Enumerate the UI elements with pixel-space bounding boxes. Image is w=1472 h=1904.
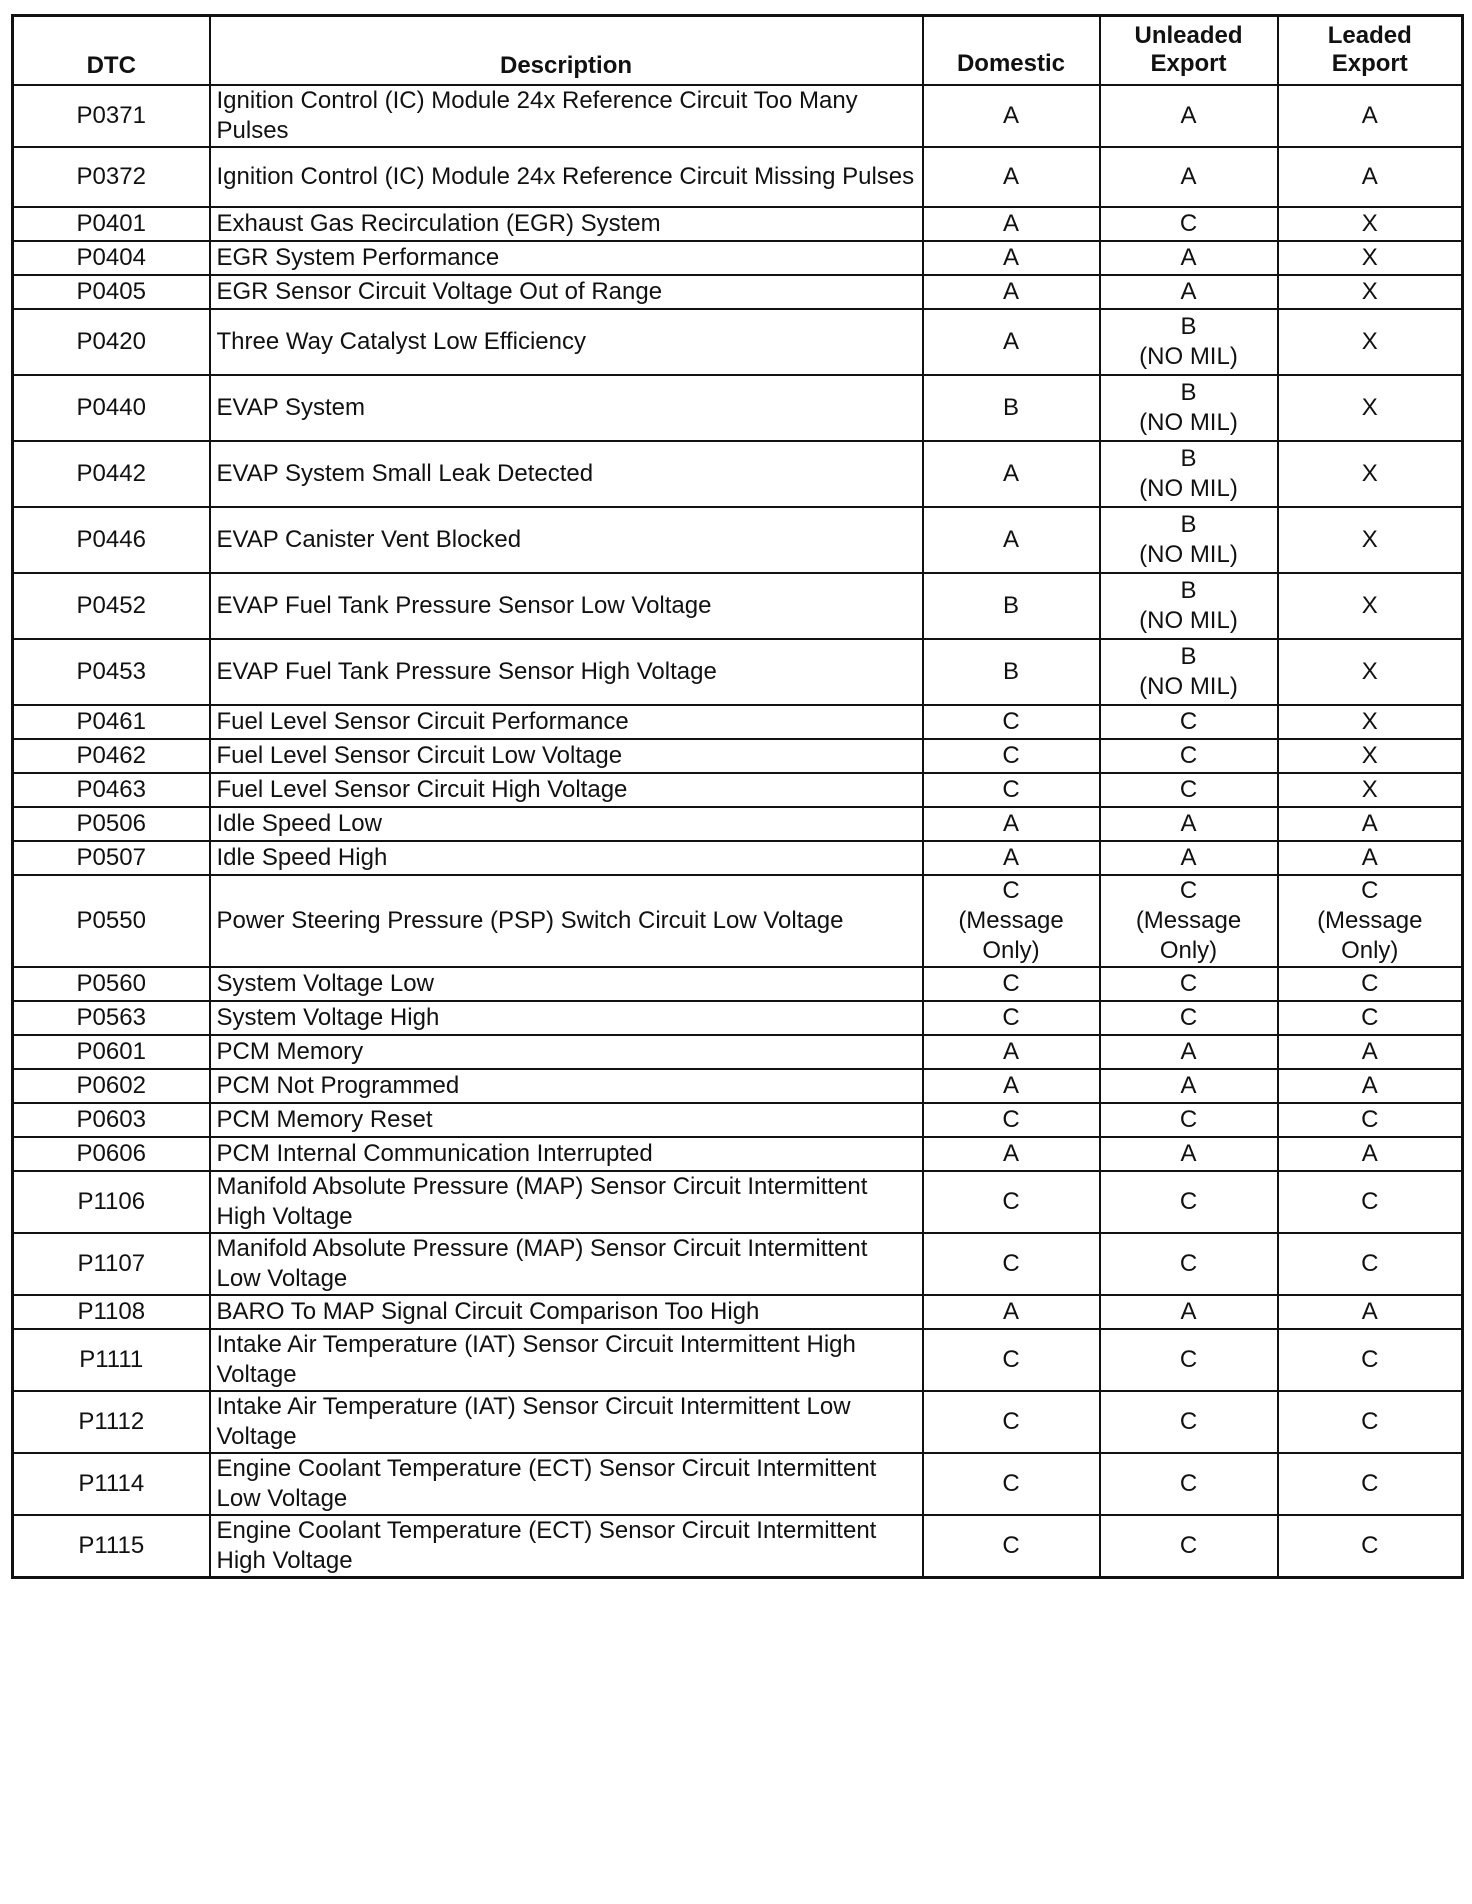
table-row [13,739,1463,773]
table-row [13,967,1463,1001]
cell-unleaded [1100,841,1278,875]
cell-leaded [1278,275,1463,309]
cell-unleaded [1100,1295,1278,1329]
cell-leaded [1278,507,1463,573]
cell-unleaded [1100,639,1278,705]
cell-domestic [923,573,1100,639]
cell-unleaded-line: C [1179,969,1198,997]
cell-leaded [1278,1391,1463,1453]
cell-unleaded-line: C [1179,775,1198,803]
cell-unleaded [1100,967,1278,1001]
cell-domestic [923,207,1100,241]
cell-domestic-line: B [1002,657,1019,685]
cell-leaded-line: C [1361,1407,1379,1435]
cell-domestic-line: A [1002,1071,1019,1099]
cell-domestic-line: A [1002,459,1019,487]
cell-unleaded [1100,309,1278,375]
cell-leaded [1278,1515,1463,1578]
cell-dtc: P0606 [13,1137,210,1171]
table-row [13,1453,1463,1515]
cell-description: Intake Air Temperature (IAT) Sensor Circuit Intermittent High Voltage [210,1329,923,1391]
cell-domestic-line: A [1002,209,1019,237]
cell-domestic [923,85,1100,147]
cell-dtc: P0372 [13,147,210,207]
cell-dtc: P0507 [13,841,210,875]
cell-leaded [1278,1103,1463,1137]
cell-domestic [923,841,1100,875]
cell-domestic [923,967,1100,1001]
cell-domestic [923,1453,1100,1515]
cell-unleaded [1100,773,1278,807]
cell-leaded [1278,375,1463,441]
cell-unleaded-line: A [1180,101,1197,129]
cell-domestic [923,1391,1100,1453]
cell-unleaded [1100,705,1278,739]
cell-leaded-line: X [1361,327,1378,355]
cell-description: PCM Memory Reset [210,1103,923,1137]
cell-leaded-line: C [1361,1531,1379,1559]
cell-dtc: P0452 [13,573,210,639]
cell-domestic-line: B [1002,393,1019,421]
cell-domestic [923,1137,1100,1171]
cell-unleaded [1100,739,1278,773]
cell-domestic [923,507,1100,573]
cell-unleaded-line: (NO MIL) [1139,408,1238,436]
cell-leaded-line: C [1361,1003,1379,1031]
cell-leaded-line: A [1361,1071,1378,1099]
cell-unleaded [1100,1453,1278,1515]
cell-dtc: P0506 [13,807,210,841]
cell-leaded-line: Only) [1341,936,1399,964]
cell-domestic [923,639,1100,705]
cell-leaded-line: X [1361,775,1378,803]
cell-domestic-line: (Message [958,906,1064,934]
table-row [13,1515,1463,1578]
table-row [13,773,1463,807]
cell-dtc: P1115 [13,1515,210,1578]
cell-unleaded-line: A [1180,1037,1197,1065]
table-row [13,207,1463,241]
cell-leaded [1278,1001,1463,1035]
cell-unleaded-line: B [1180,576,1197,604]
cell-leaded [1278,705,1463,739]
cell-description: PCM Memory [210,1035,923,1069]
cell-unleaded-line: C [1179,1187,1198,1215]
cell-unleaded-line: A [1180,243,1197,271]
cell-domestic [923,705,1100,739]
cell-leaded-line: A [1361,1139,1378,1167]
cell-leaded-line: A [1361,162,1378,190]
cell-dtc: P0602 [13,1069,210,1103]
cell-dtc: P0462 [13,739,210,773]
cell-unleaded [1100,1001,1278,1035]
cell-unleaded [1100,1391,1278,1453]
cell-domestic [923,1515,1100,1578]
cell-unleaded [1100,875,1278,967]
cell-domestic [923,773,1100,807]
cell-domestic-line: C [1002,969,1020,997]
cell-leaded [1278,1453,1463,1515]
cell-unleaded [1100,1233,1278,1295]
cell-unleaded-line: A [1180,843,1197,871]
table-row [13,1295,1463,1329]
table-row [13,85,1463,147]
cell-dtc: P0442 [13,441,210,507]
cell-leaded-line: (Message [1317,906,1423,934]
cell-leaded-line: X [1361,277,1378,305]
table-row [13,1137,1463,1171]
cell-leaded-line: X [1361,393,1378,421]
cell-domestic-line: C [1002,1531,1020,1559]
cell-description: EVAP Canister Vent Blocked [210,507,923,573]
cell-description: Exhaust Gas Recirculation (EGR) System [210,207,923,241]
cell-dtc: P0446 [13,507,210,573]
cell-domestic-line: A [1002,809,1019,837]
cell-leaded-line: A [1361,809,1378,837]
cell-unleaded [1100,1515,1278,1578]
table-row [13,1069,1463,1103]
cell-unleaded-line: (NO MIL) [1139,540,1238,568]
cell-unleaded-line: C [1179,1003,1198,1031]
cell-leaded-line: C [1361,1345,1379,1373]
cell-description: Manifold Absolute Pressure (MAP) Sensor Circuit Intermittent High Voltage [210,1171,923,1233]
cell-domestic-line: C [1002,876,1020,904]
cell-leaded [1278,739,1463,773]
cell-domestic-line: A [1002,1297,1019,1325]
cell-domestic-line: C [1002,775,1020,803]
cell-dtc: P0461 [13,705,210,739]
cell-dtc: P0563 [13,1001,210,1035]
cell-description: Intake Air Temperature (IAT) Sensor Circuit Intermittent Low Voltage [210,1391,923,1453]
cell-leaded [1278,1035,1463,1069]
cell-unleaded-line: A [1180,809,1197,837]
header-dtc: DTC [13,16,210,85]
cell-domestic-line: A [1002,1037,1019,1065]
cell-domestic [923,309,1100,375]
cell-domestic [923,739,1100,773]
cell-unleaded-line: C [1179,707,1198,735]
cell-leaded-line: C [1361,1105,1379,1133]
cell-unleaded [1100,275,1278,309]
cell-domestic [923,147,1100,207]
header-unleaded-export [1100,16,1278,85]
table-row [13,875,1463,967]
cell-unleaded-line: C [1179,876,1198,904]
cell-leaded-line: C [1361,876,1379,904]
cell-leaded-line: C [1361,1249,1379,1277]
cell-domestic [923,1295,1100,1329]
table-row [13,1329,1463,1391]
cell-unleaded [1100,1137,1278,1171]
cell-leaded-line: A [1361,843,1378,871]
header-unleaded-line-1: Unleaded [1134,22,1243,50]
cell-leaded-line: X [1361,741,1378,769]
header-leaded-line-2: Export [1331,50,1408,78]
cell-unleaded-line: A [1180,1139,1197,1167]
cell-leaded [1278,1171,1463,1233]
table-row [13,309,1463,375]
cell-dtc: P0601 [13,1035,210,1069]
cell-leaded-line: C [1361,1469,1379,1497]
cell-unleaded [1100,207,1278,241]
cell-domestic [923,441,1100,507]
cell-description: EVAP System Small Leak Detected [210,441,923,507]
cell-unleaded [1100,1171,1278,1233]
table-row [13,639,1463,705]
cell-leaded [1278,573,1463,639]
cell-dtc: P0440 [13,375,210,441]
cell-domestic-line: A [1002,843,1019,871]
cell-unleaded-line: A [1180,1071,1197,1099]
cell-unleaded-line: (Message [1135,906,1242,934]
cell-description: Fuel Level Sensor Circuit High Voltage [210,773,923,807]
cell-leaded [1278,1329,1463,1391]
table-row [13,1391,1463,1453]
cell-unleaded [1100,1329,1278,1391]
cell-domestic-line: A [1002,327,1019,355]
cell-unleaded-line: (NO MIL) [1139,342,1238,370]
cell-unleaded-line: C [1179,1345,1198,1373]
cell-description: Three Way Catalyst Low Efficiency [210,309,923,375]
cell-dtc: P1112 [13,1391,210,1453]
table-row [13,1001,1463,1035]
cell-domestic-line: B [1002,591,1019,619]
cell-domestic-line: A [1002,277,1019,305]
cell-leaded [1278,639,1463,705]
cell-unleaded-line: B [1180,642,1197,670]
cell-domestic-line: C [1002,1003,1020,1031]
cell-unleaded-line: C [1179,1105,1198,1133]
cell-dtc: P0371 [13,85,210,147]
cell-dtc: P0404 [13,241,210,275]
cell-domestic-line: A [1002,1139,1019,1167]
cell-dtc: P0463 [13,773,210,807]
cell-domestic-line: C [1002,1345,1020,1373]
cell-unleaded-line: (NO MIL) [1139,672,1238,700]
cell-unleaded-line: A [1180,1297,1197,1325]
cell-description: Idle Speed High [210,841,923,875]
cell-domestic [923,241,1100,275]
cell-unleaded-line: B [1180,312,1197,340]
cell-domestic-line: A [1002,162,1019,190]
cell-leaded-line: X [1361,591,1378,619]
cell-description: EGR Sensor Circuit Voltage Out of Range [210,275,923,309]
cell-description: Idle Speed Low [210,807,923,841]
cell-domestic [923,875,1100,967]
cell-dtc: P0603 [13,1103,210,1137]
cell-dtc: P0550 [13,875,210,967]
cell-leaded-line: A [1361,1037,1378,1065]
cell-domestic [923,807,1100,841]
cell-domestic-line: C [1002,1249,1020,1277]
cell-unleaded-line: Only) [1159,936,1218,964]
table-row [13,1233,1463,1295]
cell-dtc: P1106 [13,1171,210,1233]
cell-domestic-line: C [1002,707,1020,735]
table-row [13,275,1463,309]
header-unleaded-line-2: Export [1150,50,1227,78]
cell-leaded [1278,1295,1463,1329]
cell-leaded [1278,85,1463,147]
cell-unleaded-line: C [1179,209,1198,237]
cell-unleaded [1100,241,1278,275]
cell-leaded-line: X [1361,657,1378,685]
cell-description: PCM Not Programmed [210,1069,923,1103]
cell-description: System Voltage High [210,1001,923,1035]
cell-unleaded-line: B [1180,444,1197,472]
table-body [13,85,1463,1578]
cell-unleaded-line: (NO MIL) [1139,474,1238,502]
cell-unleaded-line: (NO MIL) [1139,606,1238,634]
cell-description: PCM Internal Communication Interrupted [210,1137,923,1171]
cell-domestic [923,375,1100,441]
cell-leaded-line: X [1361,209,1378,237]
header-leaded-export [1278,16,1463,85]
table-row [13,441,1463,507]
cell-domestic-line: C [1002,1407,1020,1435]
table-row [13,573,1463,639]
cell-leaded [1278,147,1463,207]
cell-dtc: P1108 [13,1295,210,1329]
table-row [13,705,1463,739]
cell-unleaded-line: B [1180,378,1197,406]
cell-description: EGR System Performance [210,241,923,275]
cell-leaded-line: A [1361,101,1378,129]
cell-domestic [923,1035,1100,1069]
cell-description: Ignition Control (IC) Module 24x Reference Circuit Missing Pulses [210,147,923,207]
cell-unleaded [1100,375,1278,441]
cell-leaded [1278,841,1463,875]
cell-leaded-line: C [1361,969,1379,997]
cell-unleaded [1100,1069,1278,1103]
cell-leaded [1278,1069,1463,1103]
cell-description: Fuel Level Sensor Circuit Low Voltage [210,739,923,773]
cell-leaded-line: X [1361,459,1378,487]
cell-domestic-line: Only) [982,936,1040,964]
cell-description: EVAP Fuel Tank Pressure Sensor High Voltage [210,639,923,705]
cell-dtc: P0420 [13,309,210,375]
cell-unleaded-line: C [1179,1531,1198,1559]
table-row [13,241,1463,275]
cell-unleaded [1100,807,1278,841]
cell-dtc: P0401 [13,207,210,241]
cell-domestic-line: A [1002,101,1019,129]
cell-unleaded-line: C [1179,1469,1198,1497]
table-row [13,1103,1463,1137]
header-leaded-line-1: Leaded [1327,22,1412,50]
cell-description: Ignition Control (IC) Module 24x Reference Circuit Too Many Pulses [210,85,923,147]
table-row [13,375,1463,441]
header-domestic: Domestic [923,16,1100,85]
cell-description: BARO To MAP Signal Circuit Comparison Too High [210,1295,923,1329]
cell-description: Fuel Level Sensor Circuit Performance [210,705,923,739]
cell-domestic-line: A [1002,525,1019,553]
cell-unleaded [1100,441,1278,507]
cell-description: EVAP Fuel Tank Pressure Sensor Low Voltage [210,573,923,639]
header-row [13,16,1463,85]
cell-leaded-line: X [1361,707,1378,735]
cell-leaded [1278,241,1463,275]
cell-domestic-line: C [1002,1187,1020,1215]
table-row [13,507,1463,573]
cell-leaded-line: X [1361,243,1378,271]
cell-unleaded [1100,507,1278,573]
cell-leaded-line: A [1361,1297,1378,1325]
cell-domestic-line: C [1002,1469,1020,1497]
table-row [13,841,1463,875]
table-row [13,807,1463,841]
cell-description: EVAP System [210,375,923,441]
cell-unleaded-line: C [1179,1249,1198,1277]
cell-unleaded-line: C [1179,741,1198,769]
table-row [13,147,1463,207]
cell-leaded [1278,807,1463,841]
cell-domestic [923,1069,1100,1103]
cell-unleaded-line: B [1180,510,1197,538]
cell-dtc: P0405 [13,275,210,309]
cell-unleaded [1100,1103,1278,1137]
cell-description: Power Steering Pressure (PSP) Switch Circuit Low Voltage [210,875,923,967]
cell-description: Manifold Absolute Pressure (MAP) Sensor Circuit Intermittent Low Voltage [210,1233,923,1295]
table-row [13,1035,1463,1069]
cell-unleaded [1100,573,1278,639]
cell-domestic [923,1001,1100,1035]
cell-dtc: P1107 [13,1233,210,1295]
cell-leaded [1278,441,1463,507]
cell-leaded [1278,1137,1463,1171]
cell-leaded [1278,1233,1463,1295]
cell-unleaded-line: A [1180,277,1197,305]
cell-unleaded [1100,1035,1278,1069]
cell-dtc: P1111 [13,1329,210,1391]
cell-dtc: P1114 [13,1453,210,1515]
cell-description: System Voltage Low [210,967,923,1001]
cell-unleaded-line: C [1179,1407,1198,1435]
cell-dtc: P0453 [13,639,210,705]
header-description: Description [210,16,923,85]
cell-dtc: P0560 [13,967,210,1001]
cell-domestic [923,1171,1100,1233]
dtc-table [11,14,1464,1579]
cell-leaded [1278,309,1463,375]
cell-description: Engine Coolant Temperature (ECT) Sensor Circuit Intermittent High Voltage [210,1515,923,1578]
cell-unleaded-line: A [1180,162,1197,190]
cell-leaded-line: C [1361,1187,1379,1215]
cell-domestic-line: C [1002,1105,1020,1133]
cell-domestic [923,1329,1100,1391]
cell-leaded-line: X [1361,525,1378,553]
cell-domestic [923,275,1100,309]
cell-leaded [1278,875,1463,967]
table-row [13,1171,1463,1233]
cell-unleaded [1100,147,1278,207]
cell-leaded [1278,207,1463,241]
cell-leaded [1278,773,1463,807]
cell-domestic-line: A [1002,243,1019,271]
cell-description: Engine Coolant Temperature (ECT) Sensor Circuit Intermittent Low Voltage [210,1453,923,1515]
cell-domestic [923,1103,1100,1137]
cell-leaded [1278,967,1463,1001]
cell-domestic [923,1233,1100,1295]
cell-domestic-line: C [1002,741,1020,769]
cell-unleaded [1100,85,1278,147]
